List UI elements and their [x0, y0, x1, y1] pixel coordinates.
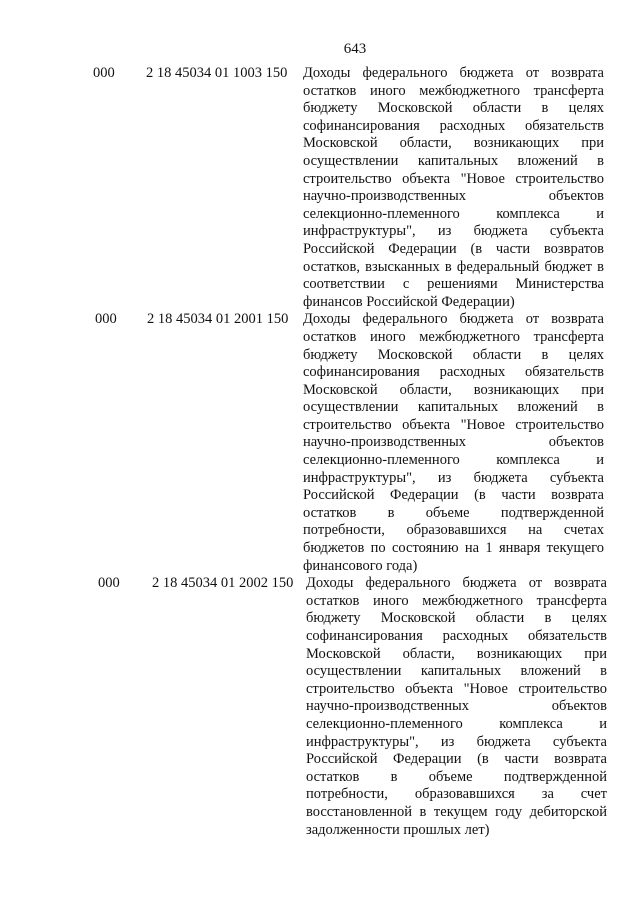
administrator-code: 000	[93, 65, 115, 81]
income-description: Доходы федерального бюджета от возврата остатков иного межбюджетного трансферта бюджету Московской области в целях софинансирования расходных обязательств Московской области, возникающих при осуществлении капитальных вложений в строительство объекта "Новое строительство научно-производственных объектов селекционно-племенного комплекса и инфраструктуры", из бюджета субъекта Российской Федерации (в части возврата остатков в объеме подтвержденной потребности, образовавшихся за счет восстановленной в текущем году дебиторской задолженности прошлых лет)	[306, 575, 607, 838]
page-number: 643	[343, 41, 367, 57]
budget-classification-code: 2 18 45034 01 1003 150	[146, 65, 288, 81]
income-code-entry	[0, 575, 640, 839]
income-code-list	[0, 65, 640, 839]
income-description: Доходы федерального бюджета от возврата остатков иного межбюджетного трансферта бюджету Московской области в целях софинансирования расходных обязательств Московской области, возникающих при осуществлении капитальных вложений в строительство объекта "Новое строительство научно-производственных объектов селекционно-племенного комплекса и инфраструктуры", из бюджета субъекта Российской Федерации (в части возвратов остатков, взысканных в федеральный бюджет в соответствии с решениями Министерства финансов Российской Федерации)	[303, 65, 604, 310]
income-code-entry	[0, 311, 640, 575]
income-code-entry	[0, 65, 640, 311]
administrator-code: 000	[95, 311, 117, 328]
budget-classification-code: 2 18 45034 01 2001 150	[147, 311, 289, 328]
income-description: Доходы федерального бюджета от возврата остатков иного межбюджетного трансферта бюджету Московской области в целях софинансирования расходных обязательств Московской области, возникающих при осуществлении капитальных вложений в строительство объекта "Новое строительство научно-производственных объектов селекционно-племенного комплекса и инфраструктуры", из бюджета субъекта Российской Федерации (в части возврата остатков в объеме подтвержденной потребности, образовавшихся на счетах бюджетов по состоянию на 1 января текущего финансового года)	[303, 311, 604, 574]
administrator-code: 000	[98, 575, 120, 592]
budget-classification-code: 2 18 45034 01 2002 150	[152, 575, 294, 592]
